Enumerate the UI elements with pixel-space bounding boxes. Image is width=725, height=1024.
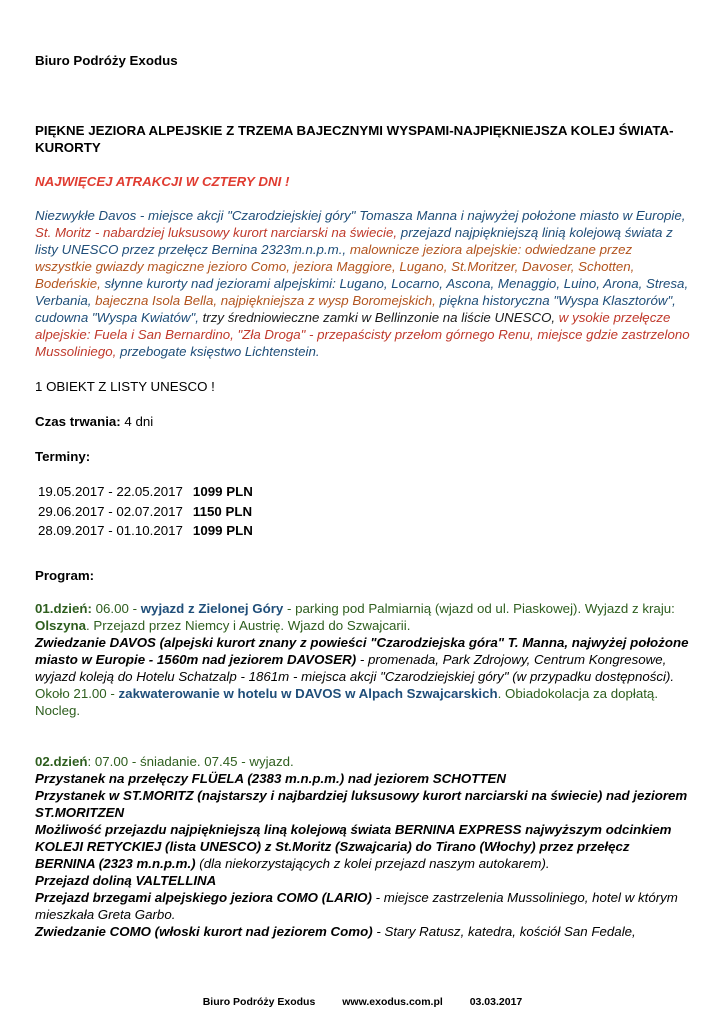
day2-item [35,889,690,923]
intro-bellinzona: trzy średniowieczne zamki w Bellinzonie na liście UNESCO, [202,310,559,325]
intro-islands: piękna historyczna "Wyspa Klasztorów", cudowna "Wyspa Kwiatów", [35,293,676,325]
day2-section [35,753,690,940]
day1-route: - parking pod Palmiarnią (wjazd od ul. Piaskowej). Wyjazd z kraju: [283,601,675,616]
page-footer [0,996,725,1008]
day2-item: Przystanek w ST.MORITZ (najstarszy i najbardziej luksusowy kurort narciarski na świecie) nad jeziorem ST.MORITZEN [35,788,688,820]
footer-date: 03.03.2017 [469,996,523,1008]
day1-departure: wyjazd z Zielonej Góry [140,601,284,616]
day1-visit-title: Zwiedzanie DAVOS (alpejski kurort znany z powieści "Czarodziejska góra" T. Manna, najwyżej położone miasto w Europie - 1560m nad jeziorem DAVOSER) [35,635,689,667]
term-dates: 28.09.2017 - 01.10.2017 [38,523,183,538]
intro-resorts: słynne kurorty nad jeziorami alpejskimi: Lugano, Locarno, Ascona, Menaggio, Luino, Arona, Stresa, Verbania, [35,276,689,308]
intro-davos: Niezwykłe Davos - miejsce akcji "Czarodziejskiej góry" Tomasza Manna i najwyżej położone miasto w Europie, [35,208,686,223]
trip-subtitle: NAJWIĘCEJ ATRAKCJI W CZTERY DNI ! [35,174,290,189]
intro-paragraph [35,207,690,360]
terms-row [35,521,253,541]
day1-evening-rest: . Obiadokolacja za dopłatą. Nocleg. [35,686,659,718]
day2-item: Przystanek na przełęczy FLÜELA (2383 m.n.p.m.) nad jeziorem SCHOTTEN [35,771,506,786]
term-dates: 19.05.2017 - 22.05.2017 [38,484,183,499]
day2-time: : 07.00 - śniadanie. 07.45 - wyjazd. [87,754,294,769]
terms-label: Terminy: [35,449,91,464]
terms-table [35,482,253,541]
day2-como-note: - miejsce zastrzelenia Mussoliniego, hotel w którym mieszkała Greta Garbo. [35,890,678,922]
day2-item: Przejazd doliną VALTELLINA [35,873,217,888]
day1-visit [35,634,690,685]
day2-como: Przejazd brzegami alpejskiego jeziora COMO (LARIO) [35,890,372,905]
day1-evening [35,685,690,719]
term-price: 1099 PLN [192,523,253,538]
day1-visit-details: - promenada, Park Zdrojowy, Centrum Kongresowe, wyjazd koleją do Hotelu Schatzalp - 1861m - miejsca akcji "Czarodziejskiej góry" (w przypadku dostępności). [35,652,675,684]
day1-section [35,600,690,719]
duration [35,413,690,430]
day2-item [35,923,690,940]
day2-como-visit: Zwiedzanie COMO (włoski kurort nad jeziorem Como) [35,924,373,939]
intro-lichtenstein: przebogate księstwo Lichtenstein. [120,344,320,359]
day1-header [35,600,690,634]
footer-website: www.exodus.com.pl [342,996,443,1008]
duration-label: Czas trwania: [35,414,121,429]
term-price: 1150 PLN [192,503,253,519]
unesco-note: 1 OBIEKT Z LISTY UNESCO ! [35,379,215,394]
day1-evening-time: Około 21.00 - [35,686,119,701]
terms-row [35,482,253,502]
intro-bernina: przejazd najpiękniejszą linią kolejową świata z listy UNESCO przez przełęcz Bernina 2323m.n.p.m., [35,225,673,257]
day2-bernina: Możliwość przejazdu najpiękniejszą liną kolejową świata BERNINA EXPRESS najwyższym odcinkiem KOLEJI RETYCKIEJ (lista UNESCO) z St.Moritz (Szwajcaria) do Tirano (Włochy) przez przełęcz BERNINA (2323 m.n.p.m.) [35,822,672,871]
day1-hotel: zakwaterowanie w hotelu w DAVOS w Alpach Szwajcarskich [118,686,498,701]
day1-route2: . Przejazd przez Niemcy i Austrię. Wjazd do Szwajcarii. [86,618,411,633]
day1-time: 06.00 - [91,601,141,616]
term-price: 1099 PLN [192,484,253,499]
intro-lakes: malownicze jeziora alpejskie: odwiedzane przez wszystkie gwiazdy magiczne jezioro Como, jeziora Maggiore, Lugano, St.Moritzer, Davoser, Schotten, Bodeńskie, [35,242,635,291]
day1-label: 01.dzień: [35,601,92,616]
intro-isola-bella: bajeczna Isola Bella, najpiękniejsza z wysp Boromejskich, [95,293,440,308]
day2-label: 02.dzień [35,754,88,769]
company-name: Biuro Podróży Exodus [35,53,178,68]
terms-row [35,502,253,522]
duration-value: 4 dni [120,414,154,429]
day1-border: Olszyna [35,618,86,633]
day2-item [35,821,690,872]
day2-bernina-note: (dla niekorzystających z kolei przejazd naszym autokarem). [195,856,550,871]
term-dates: 29.06.2017 - 02.07.2017 [38,503,183,519]
footer-company: Biuro Podróży Exodus [202,996,316,1008]
intro-stmoritz: St. Moritz - nabardziej luksusowy kurort narciarski na świecie, [35,225,401,240]
day2-header [35,753,690,770]
program-label: Program: [35,568,95,583]
day2-como-visit-note: - Stary Ratusz, katedra, kościół San Fedale, [372,924,636,939]
trip-title: PIĘKNE JEZIORA ALPEJSKIE Z TRZEMA BAJECZNYMI WYSPAMI-NAJPIĘKNIEJSZA KOLEJ ŚWIATA-KURORTY [35,123,674,155]
intro-passes: w ysokie przełęcze alpejskie: Fuela i San Bernardino, "Zła Droga" - przepaścisty przełom górnego Renu, miejsce gdzie zastrzelono Mussoliniego, [35,310,690,359]
terms-table-wrap [35,482,690,541]
